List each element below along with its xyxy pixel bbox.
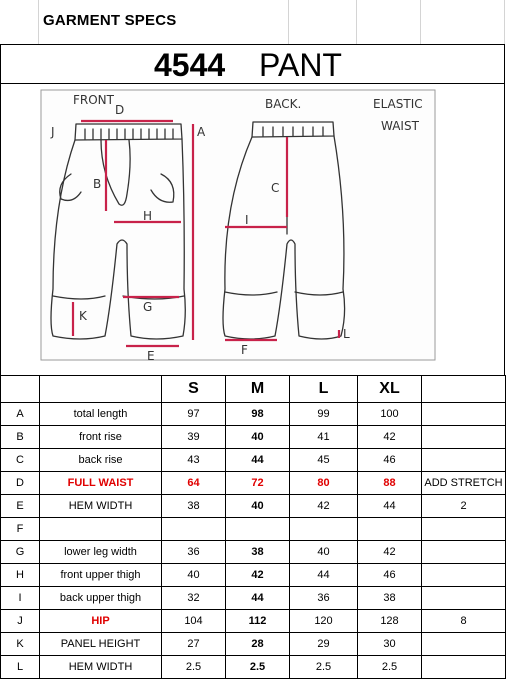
size-value: 2.5 [226,656,290,679]
measurement-label: HEM WIDTH [40,656,162,679]
size-header: S [162,376,226,403]
letter-c: C [271,181,280,195]
measurement-label: front rise [40,426,162,449]
size-value: 38 [162,495,226,518]
measurement-note [422,564,506,587]
size-value: 44 [226,449,290,472]
measurement-note [422,449,506,472]
back-label: BACK. [265,97,302,111]
measurement-code: C [1,449,40,472]
measurement-code: D [1,472,40,495]
header-grid-cell [225,0,289,44]
size-value: 104 [162,610,226,633]
style-title-box [0,44,505,84]
size-value: 27 [162,633,226,656]
measurement-code: L [1,656,40,679]
measurement-label: PANEL HEIGHT [40,633,162,656]
size-value: 40 [290,541,358,564]
size-value: 38 [358,587,422,610]
size-header: M [226,376,290,403]
size-value: 44 [358,495,422,518]
spec-row [1,610,506,633]
spec-row [1,587,506,610]
header-row [0,0,506,44]
size-value: 46 [358,449,422,472]
measurement-code: H [1,564,40,587]
measurement-code: J [1,610,40,633]
header-grid-cell [357,0,421,44]
size-value: 45 [290,449,358,472]
sheet-title: GARMENT SPECS [43,12,177,29]
size-value: 32 [162,587,226,610]
sketch-area [0,84,505,375]
measurement-label: FULL WAIST [40,472,162,495]
pant-technical-sketch [1,84,506,375]
size-value: 28 [226,633,290,656]
letter-k: K [79,309,87,323]
letter-j: J [51,125,55,139]
spec-row [1,472,506,495]
measurement-note [422,403,506,426]
size-value: 44 [290,564,358,587]
spec-row [1,403,506,426]
letter-d: D [115,103,125,117]
spec-row [1,426,506,449]
measurement-code: K [1,633,40,656]
letter-f: F [241,343,248,357]
letter-e: E [147,349,155,363]
letter-i: I [245,213,249,227]
size-value: 42 [226,564,290,587]
measurement-label: lower leg width [40,541,162,564]
size-value: 42 [358,541,422,564]
size-value: 40 [226,495,290,518]
size-value: 39 [162,426,226,449]
header-grid-cell [0,0,39,44]
spec-row [1,518,506,541]
size-value: 42 [290,495,358,518]
size-value: 80 [290,472,358,495]
measurement-code: I [1,587,40,610]
size-value: 120 [290,610,358,633]
size-value: 64 [162,472,226,495]
header-grid-cell [421,0,505,44]
measurement-label: back upper thigh [40,587,162,610]
size-value: 43 [162,449,226,472]
size-value: 100 [358,403,422,426]
size-value: 112 [226,610,290,633]
spec-table [0,375,506,679]
measurement-note: ADD STRETCH [422,472,506,495]
header-empty-cell [40,376,162,403]
size-value: 2.5 [290,656,358,679]
letter-a: A [197,125,206,139]
measurement-note [422,587,506,610]
size-header: L [290,376,358,403]
size-value: 46 [358,564,422,587]
size-value: 98 [226,403,290,426]
size-value: 72 [226,472,290,495]
measurement-label [40,518,162,541]
measurement-note: 2 [422,495,506,518]
size-value [290,518,358,541]
measurement-label: HIP [40,610,162,633]
size-value: 36 [290,587,358,610]
size-value: 99 [290,403,358,426]
measurement-code: G [1,541,40,564]
spec-row [1,449,506,472]
measurement-code: B [1,426,40,449]
size-value: 40 [162,564,226,587]
measurement-label: back rise [40,449,162,472]
size-value: 41 [290,426,358,449]
size-value: 36 [162,541,226,564]
style-code: 4544 [154,47,226,83]
measurement-label: HEM WIDTH [40,495,162,518]
measurement-note: 8 [422,610,506,633]
measurement-code: A [1,403,40,426]
letter-h: H [143,209,153,223]
measurement-label: front upper thigh [40,564,162,587]
spec-row [1,656,506,679]
measurement-note [422,518,506,541]
size-value [226,518,290,541]
size-value: 29 [290,633,358,656]
spec-row [1,541,506,564]
letter-l: L [343,327,350,341]
spec-row [1,495,506,518]
measurement-code: F [1,518,40,541]
measurement-note [422,541,506,564]
size-value: 42 [358,426,422,449]
size-value: 97 [162,403,226,426]
measurement-note [422,633,506,656]
size-value: 2.5 [358,656,422,679]
header-empty-cell [1,376,40,403]
style-name: PANT [259,47,342,83]
size-value: 44 [226,587,290,610]
spec-row [1,564,506,587]
measurement-code: E [1,495,40,518]
letter-g: G [143,300,153,314]
size-value: 30 [358,633,422,656]
size-header-row [1,376,506,403]
header-grid-cell [289,0,357,44]
size-value: 40 [226,426,290,449]
sketch-paper [41,90,435,360]
size-value: 2.5 [162,656,226,679]
elastic-note-line2: WAIST [381,119,419,133]
size-value: 88 [358,472,422,495]
measurement-note [422,426,506,449]
front-label: FRONT [73,93,114,107]
size-value: 38 [226,541,290,564]
size-header: XL [358,376,422,403]
size-value [358,518,422,541]
measurement-note [422,656,506,679]
size-value: 128 [358,610,422,633]
measurement-label: total length [40,403,162,426]
elastic-note-line1: ELASTIC [373,97,423,111]
header-empty-cell [422,376,506,403]
letter-b: B [93,177,102,191]
spec-row [1,633,506,656]
size-value [162,518,226,541]
